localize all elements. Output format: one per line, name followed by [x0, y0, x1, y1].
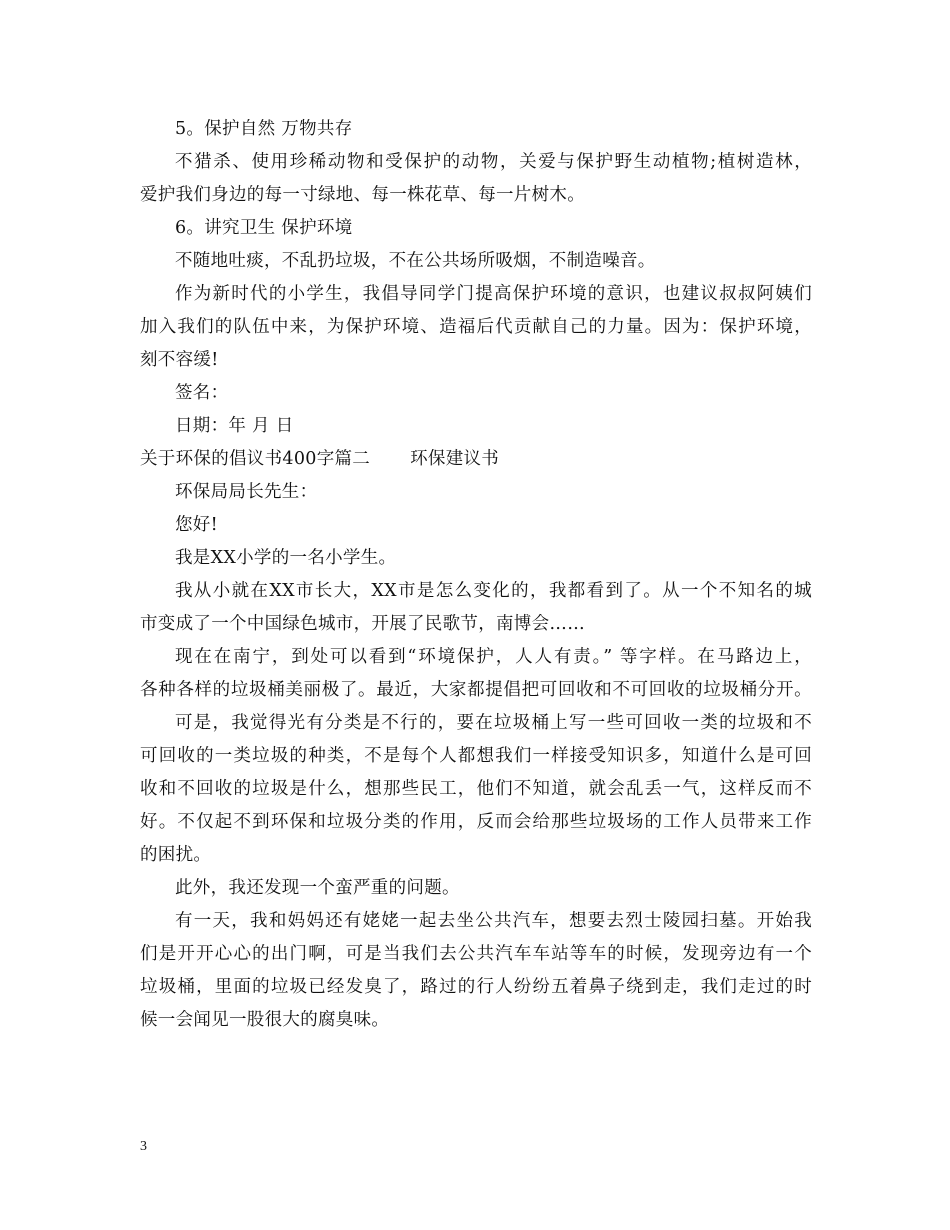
article-title: 关于环保的倡议书400字篇二	[140, 449, 371, 469]
paragraph-line: 我是XX小学的一名小学生。	[175, 548, 397, 568]
paragraph-line: 们是开开心心的出门啊，可是当我们去公共汽车车站等车的时候，发现旁边有一个	[140, 944, 812, 964]
paragraph-line: 不随地吐痰，不乱扔垃圾，不在公共场所吸烟，不制造噪音。	[175, 251, 656, 271]
article-subtitle: 环保建议书	[410, 449, 500, 469]
section-heading-5: 5。保护自然 万物共存	[175, 119, 353, 139]
paragraph-line: 作为新时代的小学生，我倡导同学门提高保护环境的意识，也建议叔叔阿姨们	[175, 284, 812, 304]
page-number: 3	[140, 1139, 147, 1154]
paragraph-line: 各种各样的垃圾桶美丽极了。最近，大家都提倡把可回收和不可回收的垃圾桶分开。	[140, 680, 812, 700]
paragraph-line: 收和不回收的垃圾是什么，想那些民工，他们不知道，就会乱丢一气，这样反而不	[140, 779, 812, 799]
paragraph-line: 可是，我觉得光有分类是不行的，要在垃圾桶上写一些可回收一类的垃圾和不	[175, 713, 812, 733]
paragraph-line: 可回收的一类垃圾的种类，不是每个人都想我们一样接受知识多，知道什么是可回	[140, 746, 812, 766]
paragraph-line: 现在在南宁，到处可以看到“环境保护，人人有责。” 等字样。在马路边上，	[175, 647, 812, 667]
signature-label: 签名：	[175, 383, 229, 403]
document-body	[140, 113, 812, 1037]
paragraph-line: 垃圾桶，里面的垃圾已经发臭了，路过的行人纷纷五着鼻子绕到走，我们走过的时	[140, 977, 812, 997]
salutation: 环保局局长先生：	[175, 482, 318, 502]
paragraph-line: 我从小就在XX市长大，XX市是怎么变化的，我都看到了。从一个不知名的城	[175, 581, 812, 601]
paragraph-line: 不猎杀、使用珍稀动物和受保护的动物，关爱与保护野生动植物;植树造林，	[175, 152, 812, 172]
paragraph-line: 好。不仅起不到环保和垃圾分类的作用，反而会给那些垃圾场的工作人员带来工作	[140, 812, 812, 832]
paragraph-line: 刻不容缓!	[140, 350, 219, 370]
paragraph-line: 有一天，我和妈妈还有姥姥一起去坐公共汽车，想要去烈士陵园扫墓。开始我	[175, 911, 812, 931]
greeting: 您好!	[175, 515, 218, 535]
date-label: 日期：年 月 日	[175, 416, 294, 436]
paragraph-line: 市变成了一个中国绿色城市，开展了民歌节，南博会……	[140, 614, 585, 634]
article-heading	[140, 443, 812, 476]
paragraph-line: 加入我们的队伍中来，为保护环境、造福后代贡献自己的力量。因为：保护环境，	[140, 317, 812, 337]
paragraph-line: 候一会闻见一股很大的腐臭味。	[140, 1010, 390, 1030]
section-heading-6: 6。讲究卫生 保护环境	[175, 218, 353, 238]
paragraph-line: 此外，我还发现一个蛮严重的问题。	[175, 878, 460, 898]
paragraph-line: 爱护我们身边的每一寸绿地、每一株花草、每一片树木。	[140, 185, 585, 205]
paragraph-line: 的困扰。	[140, 845, 212, 865]
